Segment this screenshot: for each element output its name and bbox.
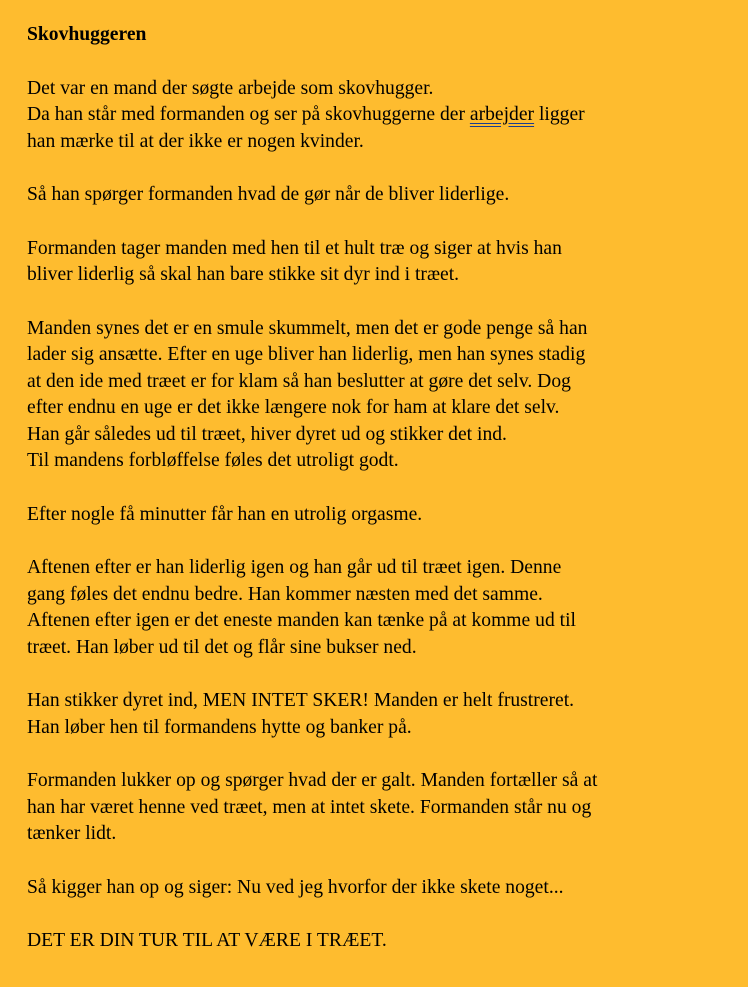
text-segment: Da han står med formanden og ser på skovhuggerne der <box>27 104 470 125</box>
text-line: Så han spørger formanden hvad de gør når de bliver liderlige. <box>27 184 510 205</box>
paragraph-1 <box>27 76 728 156</box>
text-line: han mærke til at der ikke er nogen kvinder. <box>27 130 364 152</box>
paragraph-3 <box>27 236 728 289</box>
text-line: gang føles det endnu bedre. Han kommer næsten med det samme. <box>27 583 543 605</box>
paragraph-6 <box>27 555 728 661</box>
paragraph-2 <box>27 182 728 209</box>
text-line: Manden synes det er en smule skummelt, men det er gode penge så han <box>27 317 588 339</box>
text-line: Han stikker dyret ind, MEN INTET SKER! Manden er helt frustreret. <box>27 690 575 711</box>
text-line: lader sig ansætte. Efter en uge bliver han liderlig, men han synes stadig <box>27 344 586 365</box>
arbejder-link[interactable]: arbejder <box>469 104 535 125</box>
paragraph-9 <box>27 875 728 902</box>
text-line: træet. Han løber ud til det og flår sine bukser ned. <box>27 636 417 658</box>
text-line: Til mandens forbløffelse føles det utroligt godt. <box>27 450 399 471</box>
text-line: Aftenen efter er han liderlig igen og han går ud til træet igen. Denne <box>27 557 562 578</box>
text-line: Formanden lukker op og spørger hvad der er galt. Manden fortæller så at <box>27 770 598 791</box>
text-line: efter endnu en uge er det ikke længere nok for ham at klare det selv. <box>27 397 560 418</box>
text-line: DET ER DIN TUR TIL AT VÆRE I TRÆET. <box>27 930 387 951</box>
text-line: tænker lidt. <box>27 823 117 844</box>
text-line: Formanden tager manden med hen til et hult træ og siger at hvis han <box>27 237 562 259</box>
paragraph-10 <box>27 928 728 955</box>
story-title: Skovhuggeren <box>27 24 147 45</box>
text-line: Aftenen efter igen er det eneste manden kan tænke på at komme ud til <box>27 610 576 631</box>
text-segment: ligger <box>534 104 585 125</box>
text-line: Efter nogle få minutter får han en utrolig orgasme. <box>27 503 423 525</box>
paragraph-7 <box>27 688 728 741</box>
text-line: Det var en mand der søgte arbejde som skovhugger. <box>27 77 434 99</box>
text-line <box>27 102 728 129</box>
paragraph-5 <box>27 502 728 529</box>
text-line: Så kigger han op og siger: Nu ved jeg hvorfor der ikke skete noget... <box>27 876 564 898</box>
paragraph-4 <box>27 316 728 475</box>
paragraph-8 <box>27 768 728 848</box>
text-line: at den ide med træet er for klam så han beslutter at gøre det selv. Dog <box>27 370 571 392</box>
text-line: Han løber hen til formandens hytte og banker på. <box>27 716 412 738</box>
text-line: bliver liderlig så skal han bare stikke sit dyr ind i træet. <box>27 264 460 285</box>
text-line: han har været henne ved træet, men at intet skete. Formanden står nu og <box>27 796 592 818</box>
text-line: Han går således ud til træet, hiver dyret ud og stikker det ind. <box>27 423 507 445</box>
